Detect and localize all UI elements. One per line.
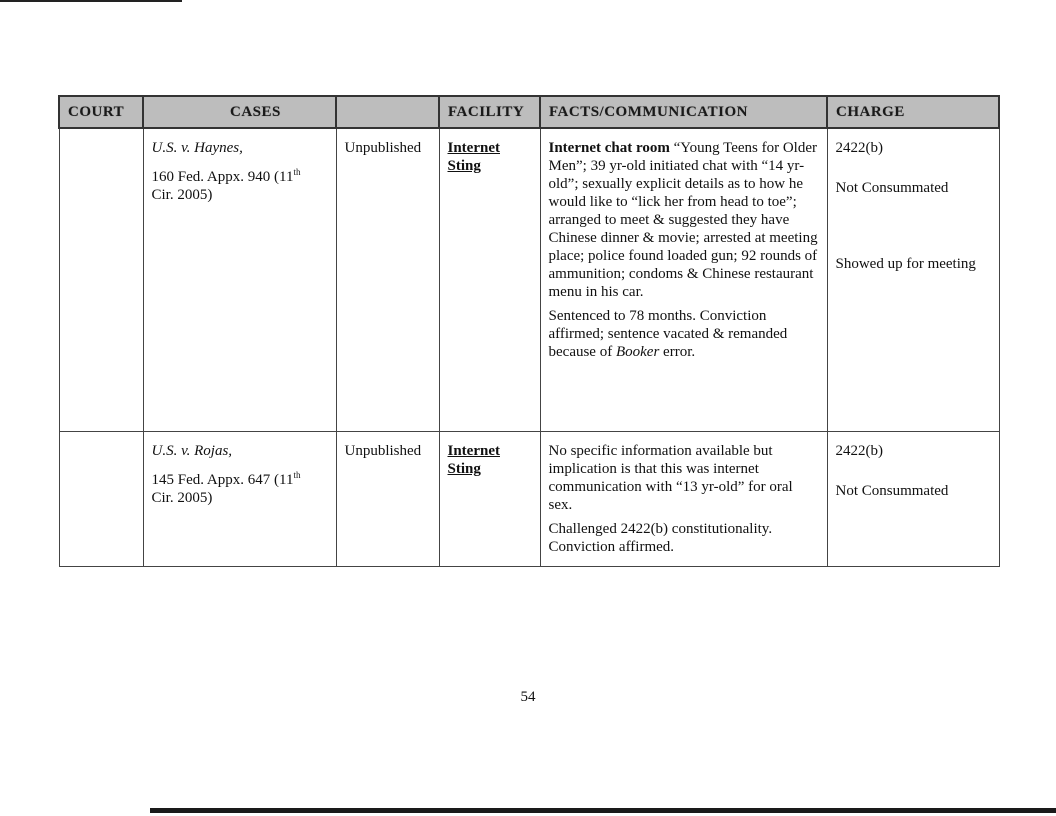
case-cell [143, 431, 336, 566]
charge-statute: 2422(b) [835, 442, 883, 459]
facility-cell [439, 431, 540, 566]
facility-label: Internet Sting [447, 140, 500, 174]
charge-status: Not Consummated [835, 180, 949, 196]
court-cell [59, 128, 143, 431]
top-rule [0, 0, 182, 2]
publication-status: Unpublished [336, 128, 439, 431]
court-cell [59, 431, 143, 566]
case-name: U.S. v. Haynes, [151, 140, 243, 156]
bottom-rule [150, 808, 1056, 813]
charge-statute: 2422(b) [835, 140, 883, 156]
facts-paragraph: Internet chat room “Young Teens for Older Men”; 39 yr-old initiated chat with “14 yr-old”; sexually explicit details as to how he would like to “lick her from head to toe”; arranged to meet & suggested they have Chinese dinner & movie; arrested at meeting place; police found loaded gun; 92 rounds of ammunition; condoms & Chinese restaurant menu in his car. [548, 140, 818, 300]
facts-cell [540, 431, 827, 566]
header-status [336, 96, 439, 128]
table-row [59, 128, 999, 431]
header-cases: CASES [143, 96, 336, 128]
header-row [59, 96, 999, 128]
case-cell [143, 128, 336, 431]
facts-paragraph: Challenged 2422(b) constitutionality. Conviction affirmed. [548, 520, 773, 555]
facts-paragraph: No specific information available but implication is that this was internet communication with “13 yr-old” for oral sex. [548, 442, 793, 513]
facts-paragraph: Sentenced to 78 months. Conviction affirmed; sentence vacated & remanded because of Booker error. [548, 308, 788, 360]
header-charge: CHARGE [827, 96, 999, 128]
publication-status: Unpublished [336, 431, 439, 566]
page-number: 54 [520, 689, 536, 705]
facts-cell [540, 128, 827, 431]
charge-cell [827, 128, 999, 431]
charge-note: Showed up for meeting [835, 256, 976, 272]
charge-status: Not Consummated [835, 482, 949, 499]
facts-lead: Internet chat room [548, 140, 670, 156]
case-citation: 160 Fed. Appx. 940 (11th Cir. 2005) [151, 167, 301, 203]
case-citation: 145 Fed. Appx. 647 (11th Cir. 2005) [151, 469, 301, 506]
cases-table [58, 95, 1000, 567]
header-facility: FACILITY [439, 96, 540, 128]
facility-label: Internet Sting [447, 442, 500, 477]
header-court: COURT [59, 96, 143, 128]
case-name: U.S. v. Rojas, [151, 442, 233, 459]
facility-cell [439, 128, 540, 431]
header-facts: FACTS/COMMUNICATION [540, 96, 827, 128]
table-row [59, 431, 999, 566]
charge-cell [827, 431, 999, 566]
